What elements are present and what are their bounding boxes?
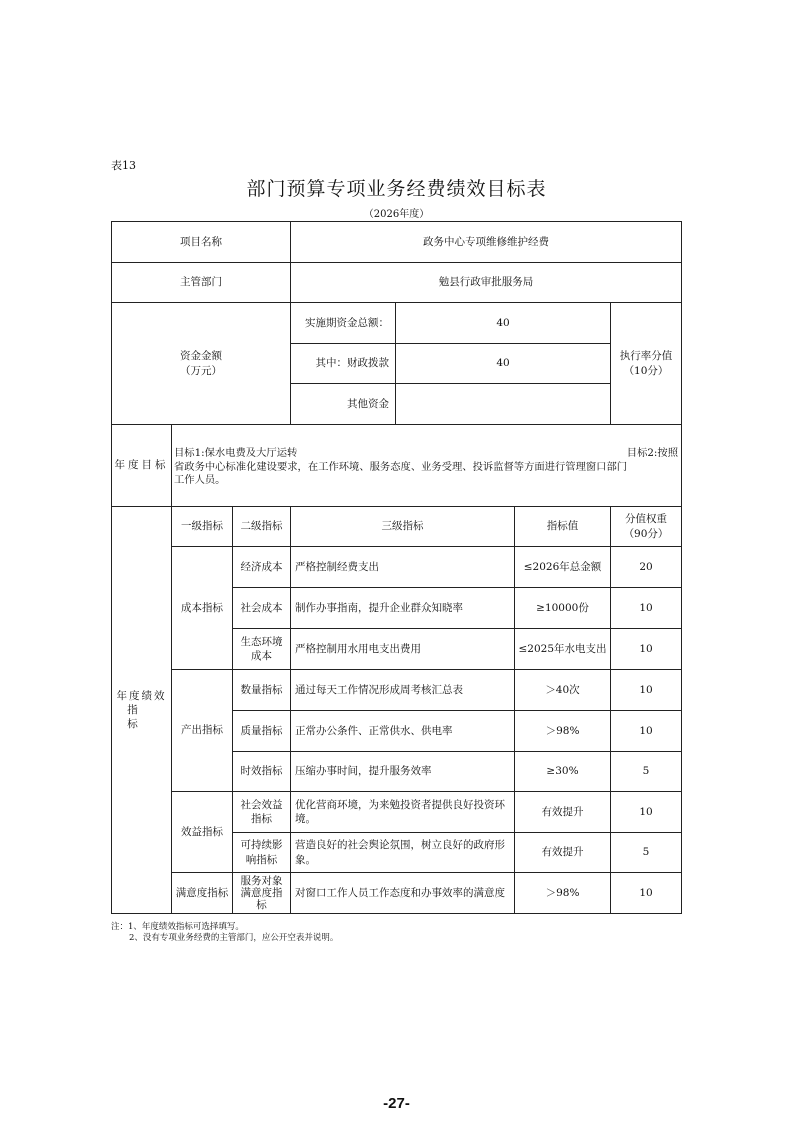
header-level2: 二级指标 <box>240 520 283 533</box>
row-value: 有效提升 <box>541 805 584 818</box>
row-weight: 10 <box>639 886 653 899</box>
row-weight: 10 <box>639 601 653 614</box>
row-weight: 20 <box>639 560 653 573</box>
group-cost-indicators: 成本指标 <box>181 601 223 614</box>
funds-other-value <box>396 384 610 424</box>
page-number: -27- <box>383 1095 410 1112</box>
row-weight: 5 <box>642 846 650 859</box>
funds-total-label: 实施期资金总额： <box>305 316 389 329</box>
row-value: ＞40次 <box>545 683 580 696</box>
row-weight: 10 <box>639 683 653 696</box>
footnote-1: 注：1、年度绩效指标可选择填写。 <box>111 922 244 932</box>
goal-target-2-start: 目标2:按照 <box>626 447 678 459</box>
document-year: （2026年度） <box>363 209 430 220</box>
funds-fiscal-label: 其中：财政拨款 <box>315 357 389 370</box>
funds-label: 资金金额 <box>180 350 222 363</box>
header-value: 指标值 <box>546 520 579 533</box>
group-output-indicators: 产出指标 <box>181 724 223 737</box>
funds-other-label: 其他资金 <box>347 397 389 410</box>
table-number-label: 表13 <box>111 159 136 172</box>
row-level3: 正常办公条件、正常供水、供电率 <box>295 724 453 737</box>
row-value: 有效提升 <box>541 846 584 859</box>
document-title: 部门预算专项业务经费绩效目标表 <box>246 178 547 200</box>
row-level2: 生态环境成本 <box>240 635 283 662</box>
row-level2: 服务对象满意度指标 <box>240 874 283 912</box>
row-level3: 压缩办事时间，提升服务效率 <box>295 765 432 778</box>
row-level2: 时效指标 <box>240 765 283 778</box>
header-level3: 三级指标 <box>381 520 424 533</box>
funds-unit: （万元） <box>180 364 222 377</box>
row-level3: 优化营商环境，为来勉投资者提供良好投资环境。 <box>295 798 505 825</box>
row-level2: 经济成本 <box>240 560 283 573</box>
performance-indicators-label <box>112 507 171 913</box>
indicators-label-line-2: 指标 <box>127 703 156 731</box>
row-level3: 营造良好的社会舆论氛围，树立良好的政府形象。 <box>295 839 505 866</box>
row-weight: 10 <box>639 642 653 655</box>
row-level2: 社会成本 <box>240 601 283 614</box>
execution-rate-cell <box>611 303 681 424</box>
row-level3: 严格控制用水用电支出费用 <box>295 642 421 655</box>
row-level2: 可持续影响指标 <box>240 839 283 866</box>
row-level3: 制作办事指南，提升企业群众知晓率 <box>295 601 463 614</box>
row-level2: 数量指标 <box>240 683 283 696</box>
funds-total-value: 40 <box>496 316 510 329</box>
annual-goal-label: 年度目标 <box>114 459 169 472</box>
execution-rate-label: 执行率分值 <box>619 350 673 363</box>
row-value: ≤2025年水电支出 <box>518 642 607 655</box>
row-level3: 对窗口工作人员工作态度和办事效率的满意度 <box>295 886 505 899</box>
footnotes <box>111 922 338 945</box>
annual-goal-text <box>174 447 678 488</box>
dept-value: 勉县行政审批服务局 <box>438 276 534 289</box>
group-benefit-indicators: 效益指标 <box>181 825 223 838</box>
header-weight-line-2: （90分） <box>623 527 669 540</box>
project-name-label: 项目名称 <box>180 235 222 248</box>
row-value: ≤2026年总金额 <box>523 560 602 573</box>
row-weight: 10 <box>639 724 653 737</box>
funds-fiscal-value: 40 <box>496 357 510 370</box>
goal-target-1: 目标1:保水电费及大厅运转 <box>174 447 298 459</box>
row-level3: 严格控制经费支出 <box>295 560 379 573</box>
goal-line-2: 省政务中心标准化建设要求，在工作环境、服务态度、业务受理、投诉监督等方面进行管理窗口部门 <box>174 460 628 473</box>
header-weight <box>611 507 681 546</box>
execution-rate-score: （10分） <box>623 364 669 377</box>
row-weight: 10 <box>639 805 653 818</box>
goal-line-3: 工作人员。 <box>174 474 226 487</box>
header-weight-line-1: 分值权重 <box>625 513 667 526</box>
dept-label: 主管部门 <box>180 276 222 289</box>
project-name-value: 政务中心专项维修维护经费 <box>423 235 549 248</box>
row-value: ＞98% <box>545 724 580 737</box>
funds-label-cell <box>112 303 290 424</box>
row-level2: 质量指标 <box>240 724 283 737</box>
row-value: ＞98% <box>545 886 580 899</box>
row-value: ≥30% <box>546 765 579 778</box>
header-level1: 一级指标 <box>181 520 223 533</box>
row-level2: 社会效益指标 <box>240 798 283 825</box>
indicators-label-line-1: 年度绩效 <box>116 689 167 702</box>
row-level3: 通过每天工作情况形成周考核汇总表 <box>295 683 463 696</box>
row-weight: 5 <box>642 765 650 778</box>
footnote-2: 2、没有专项业务经费的主管部门，应公开空表并说明。 <box>129 933 339 944</box>
group-satisfaction-indicators: 满意度指标 <box>175 886 229 899</box>
row-value: ≥10000份 <box>536 601 589 614</box>
